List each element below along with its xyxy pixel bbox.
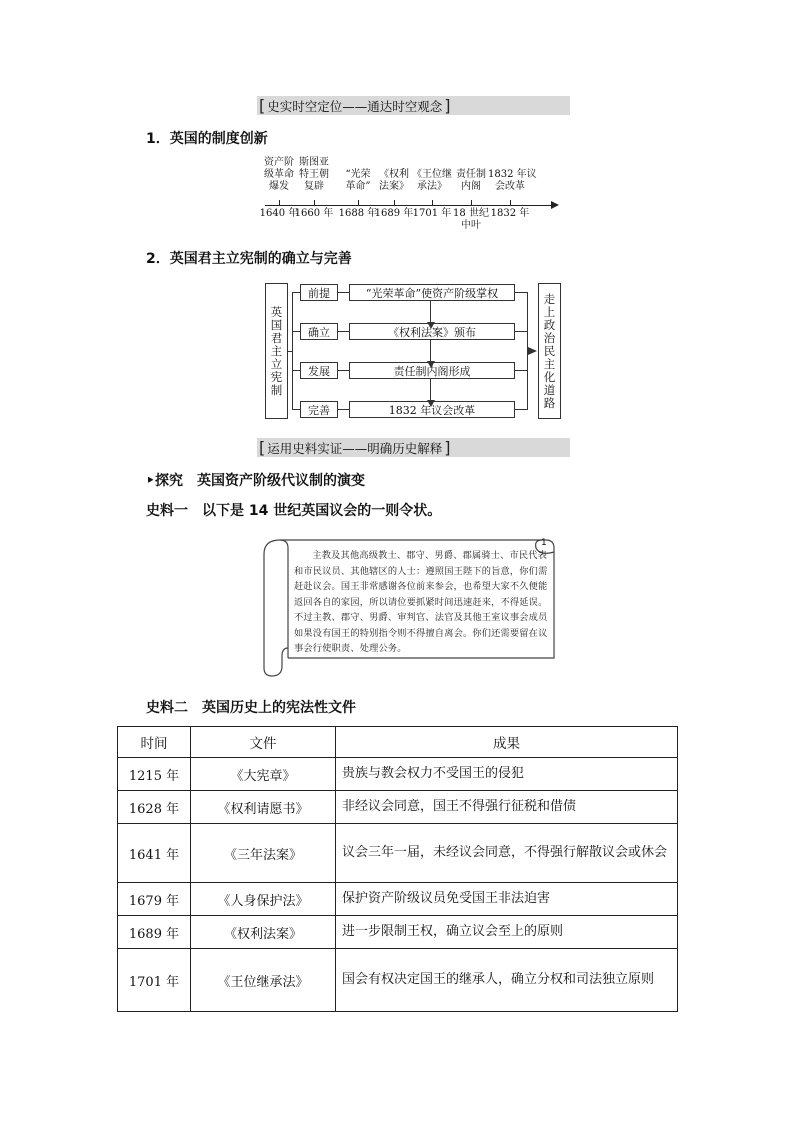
flow-left-connector	[292, 331, 300, 332]
cell-document: 《权利法案》	[191, 916, 336, 949]
table-row	[118, 824, 678, 883]
flow-stage-connector	[337, 409, 349, 410]
timeline-year-line: 1640 年	[259, 208, 299, 219]
cell-result: 进一步限制王权，确立议会至上的原则	[336, 916, 678, 949]
arrow-down-icon	[427, 322, 435, 329]
timeline-event-label-line: 资产阶	[264, 157, 294, 168]
section1-banner-title: 史实时空定位——通达时空观念	[267, 98, 443, 114]
cell-document: 《人身保护法》	[191, 883, 336, 916]
section2-banner-title: 运用史料实证——明确历史解释	[267, 440, 443, 456]
timeline-event-label-line: 责任制	[456, 169, 486, 180]
timeline-event-label-line: 斯图亚	[299, 157, 329, 168]
cell-result: 贵族与教会权力不受国王的侵犯	[336, 758, 678, 791]
bracket-right: ]	[444, 437, 451, 457]
timeline-event-label-line: 级革命	[264, 169, 294, 180]
scroll-number: 1	[541, 538, 547, 548]
timeline-event-label-line: 1832 年议	[488, 169, 537, 180]
cell-result: 非经议会同意，国王不得强行征税和借债	[336, 791, 678, 824]
arrow-right-icon	[528, 347, 537, 355]
flow-stage-connector	[337, 370, 349, 371]
flow-right-connector	[514, 331, 527, 332]
timeline-year-line: 1701 年	[412, 208, 452, 219]
timeline-event-label-line: 会改革	[495, 181, 525, 192]
table-row	[118, 758, 678, 791]
timeline-event-label-line: 内阁	[461, 181, 481, 192]
timeline-year-line: 18 世纪	[453, 208, 489, 219]
cell-document: 《王位继承法》	[191, 949, 336, 1012]
timeline-event-label-line: 法案》	[379, 181, 409, 192]
cell-document: 《大宪章》	[191, 758, 336, 791]
timeline-year-line: 1688 年	[338, 208, 378, 219]
flow-right-label: 走上政治民主化道路	[543, 291, 556, 410]
timeline-year-line: 1689 年	[374, 208, 414, 219]
cell-year: 1641 年	[118, 824, 191, 883]
timeline-event-label-line: 革命”	[345, 181, 371, 192]
flow-event-1: 《权利法案》颁布	[349, 323, 515, 340]
timeline-year-line: 1832 年	[490, 208, 530, 219]
cell-year: 1679 年	[118, 883, 191, 916]
flow-right-connector	[514, 370, 527, 371]
table-row	[118, 791, 678, 824]
bracket-left: [	[259, 437, 266, 457]
timeline-event-label-line: 爆发	[269, 181, 289, 192]
flow-left-connector	[292, 370, 300, 371]
heading-institutional-innovation: 1．英国的制度创新	[146, 131, 268, 147]
timeline-year-line: 1660 年	[294, 208, 334, 219]
constitutional-docs-table	[117, 726, 678, 1012]
timeline-event-label-line: 《王位继	[412, 169, 452, 180]
flow-stage-1: 确立	[300, 323, 338, 340]
col-header-result: 成果	[336, 727, 678, 758]
flow-stage-3: 完善	[300, 401, 338, 418]
flow-center-line	[430, 300, 431, 402]
flow-left-connector	[292, 409, 300, 410]
section2-banner	[257, 438, 570, 457]
timeline-event-label-line: 特王朝	[299, 169, 329, 180]
flow-diagram	[0, 0, 794, 430]
cell-year: 1215 年	[118, 758, 191, 791]
cell-year: 1689 年	[118, 916, 191, 949]
cell-result: 保护资产阶级议员免受国王非法迫害	[336, 883, 678, 916]
bracket-right: ]	[444, 95, 451, 115]
flow-left-bracket	[292, 292, 293, 410]
timeline-event-label-line: 复辟	[304, 181, 324, 192]
flow-left-connector	[292, 292, 300, 293]
arrow-down-icon	[427, 361, 435, 368]
cell-result: 议会三年一届，未经议会同意，不得强行解散议会或休会	[336, 824, 678, 883]
flow-to-result-line	[527, 351, 529, 352]
flow-stage-0: 前提	[300, 284, 338, 301]
timeline-year-line: 中叶	[461, 220, 481, 231]
cell-year: 1701 年	[118, 949, 191, 1012]
heading-constitutional-monarchy: 2．英国君主立宪制的确立与完善	[146, 251, 352, 267]
table-header-row	[118, 727, 678, 758]
timeline-event-label-line: 承法》	[417, 181, 447, 192]
bracket-left: [	[259, 95, 266, 115]
flow-right-connector	[514, 409, 527, 410]
flow-stage-2: 发展	[300, 362, 338, 379]
flow-stage-connector	[337, 292, 349, 293]
cell-document: 《权利请愿书》	[191, 791, 336, 824]
flow-right-connector	[514, 292, 527, 293]
flow-event-3: 1832 年议会改革	[349, 401, 515, 418]
timeline-event-label-line: 《权利	[379, 169, 409, 180]
writ-text: 主教及其他高级教士、郡守、男爵、郡属骑士、市民代表和市民议员、其他辖区的人士：遵照国王陛下的旨意，你们需赶赴议会。国王非常感谢各位前来参会，也希望大家不久便能返回各自的家园，所以请位要抓紧时间迅速赶来，不得延误。不过主教、郡守、男爵、审判官、法官及其他王室议事会成员如果没有国王的特别指令则不得擅自离会。你们还需要留在议事会行使职责、处理公务。	[294, 550, 548, 654]
flow-from-left-line	[287, 351, 292, 352]
flow-event-0: “光荣革命”使资产阶级掌权	[349, 284, 515, 301]
flow-stage-connector	[337, 331, 349, 332]
source1-title: 史料一 以下是 14 世纪英国议会的一则令状。	[146, 503, 442, 519]
arrow-down-icon	[427, 400, 435, 407]
flow-left-box	[265, 283, 288, 419]
timeline-event-label-line: “光荣	[345, 169, 371, 180]
cell-result: 国会有权决定国王的继承人，确立分权和司法独立原则	[336, 949, 678, 1012]
flow-event-2: 责任制内阁形成	[349, 362, 515, 379]
source2-title: 史料二 英国历史上的宪法性文件	[146, 700, 356, 716]
table-row	[118, 883, 678, 916]
table-row	[118, 949, 678, 1012]
col-header-time: 时间	[118, 727, 191, 758]
cell-document: 《三年法案》	[191, 824, 336, 883]
col-header-document: 文件	[191, 727, 336, 758]
cell-year: 1628 年	[118, 791, 191, 824]
flow-left-label: 英国君主立宪制	[270, 304, 283, 397]
inquiry-heading: ‣探究 英国资产阶级代议制的演变	[146, 473, 365, 489]
table-row	[118, 916, 678, 949]
flow-right-box	[538, 283, 561, 419]
